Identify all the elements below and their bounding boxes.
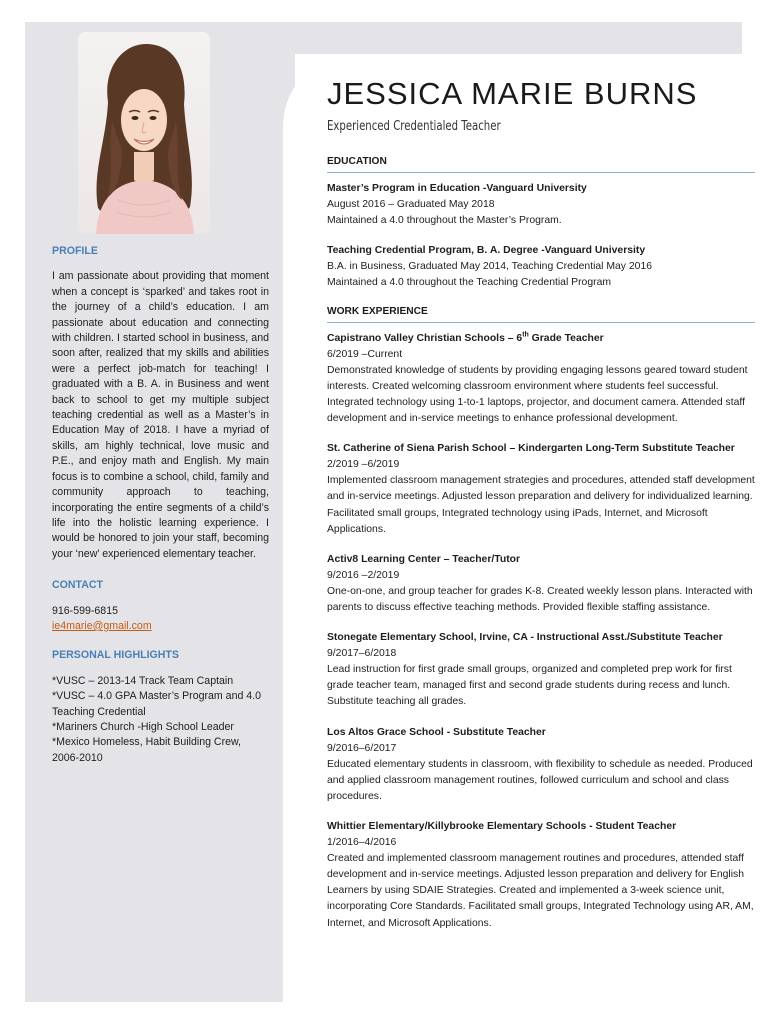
job-entry (327, 441, 755, 538)
job-description: Educated elementary students in classroom, with flexibility to schedule as needed. Produced and applied classroom management routines, followed curriculum and school and class procedures. (327, 758, 753, 802)
job-entry (327, 552, 755, 616)
job-description: Implemented classroom management strategies and procedures, attended staff development and in-service meetings. Adjusted lesson preparation and delivery for individualized learning. Facilitated small groups, Integrated technology using iPads, Internet, and Microsoft Applications. (327, 475, 755, 535)
highlight-item: *VUSC – 2013-14 Track Team Captain (52, 674, 234, 687)
job-title: Capistrano Valley Christian Schools – 6th Grade Teacher (327, 331, 604, 344)
job-entry (327, 630, 755, 710)
education-title: Master’s Program in Education -Vanguard University (327, 183, 587, 194)
job-title: Stonegate Elementary School, Irvine, CA - Instructional Asst./Substitute Teacher (327, 632, 723, 644)
job-title: Whittier Elementary/Killybrooke Elementary Schools - Student Teacher (327, 821, 677, 832)
job-dates: 2/2019 –6/2019 (327, 459, 400, 471)
education-title: Teaching Credential Program, B. A. Degree -Vanguard University (327, 245, 646, 257)
profile-heading: PROFILE (52, 245, 98, 257)
education-detail: August 2016 – Graduated May 2018 (327, 199, 495, 211)
job-description: Lead instruction for first grade small groups, organized and completed prep work for first grade teacher team, managed first and second grade students during recess and lunch. Substitute teaching all grades. (327, 664, 732, 708)
job-dates: 9/2017–6/2018 (327, 648, 397, 660)
education-entry (327, 243, 755, 291)
education-detail: Maintained a 4.0 throughout the Teaching Credential Program (327, 277, 612, 289)
job-entry (327, 331, 755, 428)
highlight-item: *VUSC – 4.0 GPA Master’s Program and 4.0 Teaching Credential (52, 690, 262, 718)
main-content (327, 75, 755, 932)
job-entry (327, 819, 755, 932)
job-description: One-on-one, and group teacher for grades K-8. Created weekly lesson plans. Interacted with parents to discuss effective teaching methods. Provided flexible staffing assistance. (327, 585, 753, 613)
education-heading: EDUCATION (327, 156, 755, 173)
education-detail: B.A. in Business, Graduated May 2014, Teaching Credential May 2016 (327, 261, 652, 273)
phone-number: 916-599-6815 (52, 604, 118, 617)
email-link[interactable]: ie4marie@gmail.com (52, 619, 152, 632)
job-title: St. Catherine of Siena Parish School – Kindergarten Long-Term Substitute Teacher (327, 443, 735, 455)
job-dates: 6/2019 –Current (327, 348, 403, 360)
job-dates: 9/2016 –2/2019 (327, 569, 400, 581)
job-title: Activ8 Learning Center – Teacher/Tutor (327, 553, 521, 565)
profile-text: I am passionate about providing that moment when a concept is ‘sparked’ and takes root in the journey of a child’s education. I am passionate about education and connecting with children. I started school in business, and soon after, realized that my skills and abilities were a perfect job-match for teaching! I graduated with a B. A. in Business and went back to school to get my multiple subject teaching credential as well as a Master’s in Education May of 2018. I have a myriad of skills, am highly technical, love music and P.E., and enjoy math and English. My main focus is to combine a school, child, family and community approach to teaching, incorporating the entire segments of a child’s life into the holistic learning experience. I would be honored to join your staff, becoming your ‘new’ experienced elementary teacher. (52, 270, 269, 560)
job-title: Los Altos Grace School - Substitute Teacher (327, 726, 546, 738)
job-entry (327, 725, 755, 805)
highlights-heading: PERSONAL HIGHLIGHTS (52, 649, 179, 662)
job-dates: 9/2016–6/2017 (327, 742, 397, 754)
candidate-subtitle: Experienced Credentialed Teacher (327, 119, 501, 134)
job-description: Demonstrated knowledge of students by providing engaging lessons geared toward student interests. Created welcoming classroom environment where students feel successful. Integrated technology using 1-to-1 laptops, projector, and document camera. Attended staff development and in-service meetings to enhance professional development. (327, 364, 748, 425)
highlight-item: *Mariners Church -High School Leader (52, 720, 234, 733)
highlight-item: *Mexico Homeless, Habit Building Crew, 2006-2010 (52, 736, 241, 764)
contact-heading: CONTACT (52, 579, 103, 592)
sidebar (52, 244, 269, 766)
candidate-name: JESSICA MARIE BURNS (327, 76, 698, 111)
education-detail: Maintained a 4.0 throughout the Master’s Program. (327, 215, 562, 227)
job-dates: 1/2016–4/2016 (327, 837, 397, 849)
work-heading: WORK EXPERIENCE (327, 306, 755, 323)
education-entry (327, 181, 755, 229)
job-description: Created and implemented classroom management routines and procedures, attended staff development and in-service meetings. Adjusted lesson preparation and delivery for English Learners by using SDAIE Strategies. Created and implemented a 3-week science unit, incorporating Core Standards. Facilitated small groups, Integrated Technology using AR, AM, Internet, and Microsoft Applications. (327, 853, 754, 929)
profile-photo (78, 32, 210, 234)
